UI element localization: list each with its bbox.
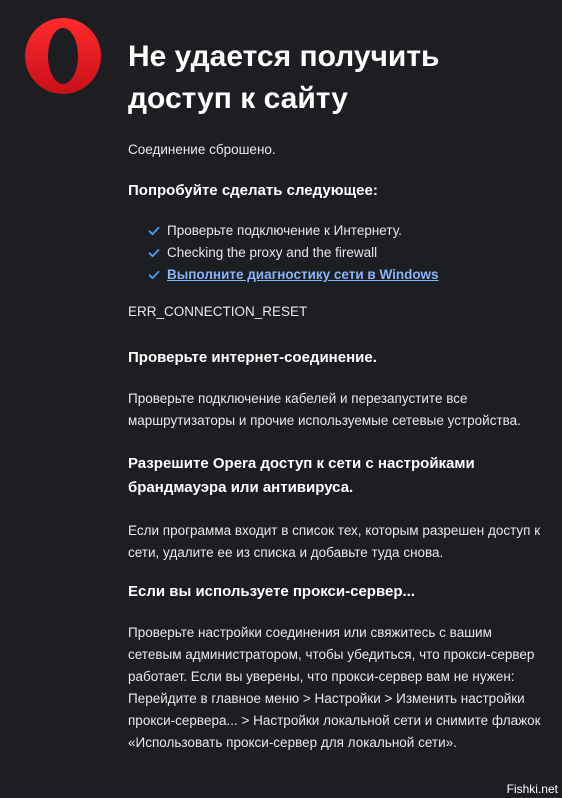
suggestions-heading: Попробуйте сделать следующее: [128, 182, 378, 199]
error-code: ERR_CONNECTION_RESET [128, 304, 308, 319]
section-body-check-connection: Проверьте подключение кабелей и перезапустите все маршрутизаторы и прочие используемые сетевые устройства. [128, 391, 521, 428]
error-summary: Соединение сброшено. [128, 142, 276, 157]
suggestion-text: Проверьте подключение к Интернету. [167, 223, 402, 238]
check-icon [148, 225, 160, 237]
section-title-proxy: Если вы используете прокси-сервер... [128, 583, 415, 600]
network-diagnostics-link[interactable]: Выполните диагностику сети в Windows [167, 267, 439, 282]
watermark: Fishki.net [506, 782, 558, 796]
suggestions-list [148, 220, 548, 286]
suggestion-item [148, 264, 548, 286]
check-icon [148, 247, 160, 259]
main-content [128, 36, 548, 754]
suggestion-item [148, 242, 548, 264]
section-body-proxy: Проверьте настройки соединения или свяжитесь с вашим сетевым администратором, чтобы убедиться, что прокси-сервер работает. Если вы уверены, что прокси-сервер вам не нужен: Перейдите в главное меню > Настройки > Изменить настройки прокси-сервера... > Настройки локальной сети и снимите флажок «Использовать прокси-сервер для локальной сети». [128, 625, 541, 750]
suggestion-item [148, 220, 548, 242]
section-body-firewall: Если программа входит в список тех, которым разрешен доступ к сети, удалите ее из списка и добавьте туда снова. [128, 523, 541, 560]
section-title-firewall: Разрешите Opera доступ к сети с настройками брандмауэра или антивируса. [128, 455, 475, 496]
section-title-check-connection: Проверьте интернет-соединение. [128, 349, 377, 366]
page-title: Не удается получить доступ к сайту [128, 40, 440, 115]
opera-logo-icon [23, 16, 103, 96]
suggestion-text: Checking the proxy and the firewall [167, 245, 378, 260]
check-icon [148, 269, 160, 281]
